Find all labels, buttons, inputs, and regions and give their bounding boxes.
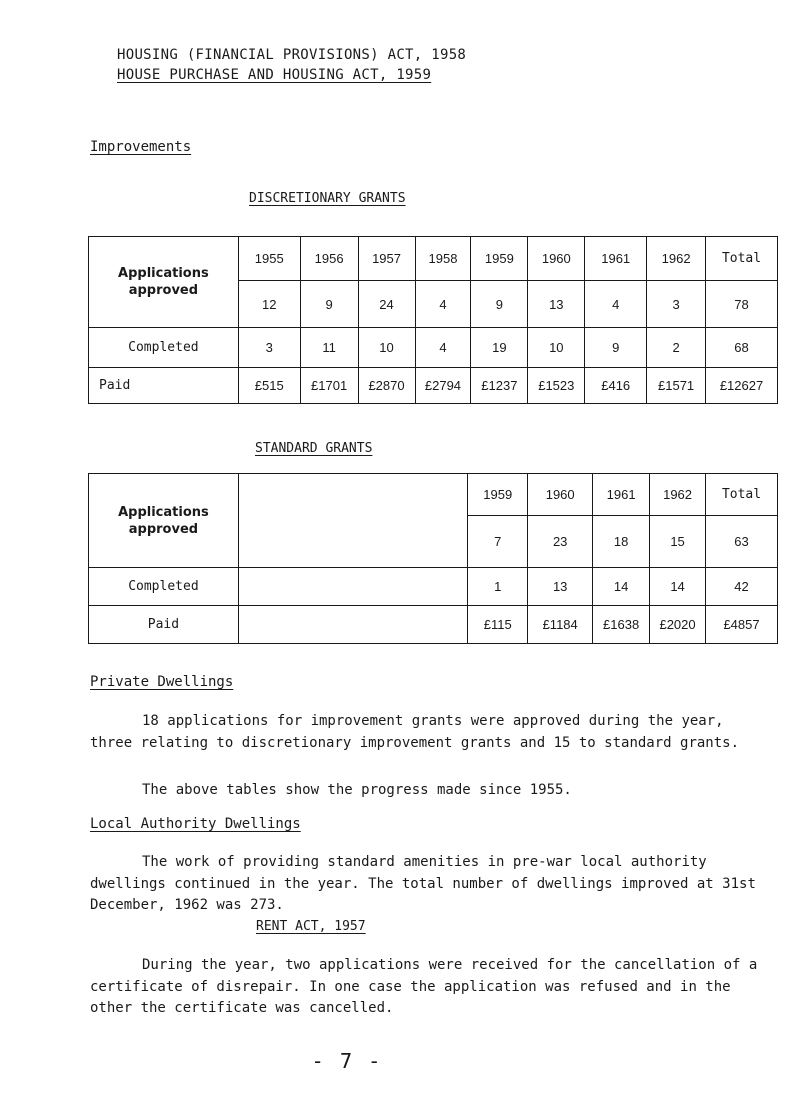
page-number: - 7 - [314, 1049, 384, 1073]
table-cell: 9 [585, 328, 647, 368]
standard-grants-table [88, 473, 778, 644]
local-authority-paragraph: The work of providing standard amenities in pre-war local authority dwellings continued in the year. The total number of dwellings improved at 31st December, 1962 was 273. [90, 854, 765, 913]
year-header: 1960 [528, 474, 593, 516]
year-header: 1962 [647, 237, 706, 281]
table-cell: 1 [468, 568, 528, 606]
empty-cell [238, 474, 467, 568]
year-header: 1957 [358, 237, 415, 281]
table-cell: £1237 [471, 368, 528, 404]
table-cell: 11 [300, 328, 358, 368]
table-cell: £2870 [358, 368, 415, 404]
table-cell: 18 [593, 516, 650, 568]
act-title-1958: HOUSING (FINANCIAL PROVISIONS) ACT, 1958 [117, 47, 467, 63]
rent-act-heading: RENT ACT, 1957 [256, 919, 366, 934]
table-cell: 10 [528, 328, 585, 368]
table-cell: £1571 [647, 368, 706, 404]
year-header: 1961 [585, 237, 647, 281]
table-cell-total: 68 [706, 328, 778, 368]
table-cell: 2 [647, 328, 706, 368]
year-header: 1958 [415, 237, 471, 281]
table-cell: 23 [528, 516, 593, 568]
table-cell: 4 [415, 281, 471, 328]
table-cell: £416 [585, 368, 647, 404]
table-cell-total: £12627 [706, 368, 778, 404]
table-cell: 10 [358, 328, 415, 368]
table-cell: 7 [468, 516, 528, 568]
table-cell-total: 42 [706, 568, 778, 606]
table-cell: 14 [650, 568, 706, 606]
table-cell: £1638 [593, 606, 650, 644]
private-dwellings-paragraph: 18 applications for improvement grants were approved during the year, three relating to discretionary improvement grants and 15 to standard grants. [90, 713, 740, 751]
table-cell: 9 [471, 281, 528, 328]
table-cell-total: 78 [706, 281, 778, 328]
table-cell: £1184 [528, 606, 593, 644]
table-cell: 4 [585, 281, 647, 328]
table-cell: 9 [300, 281, 358, 328]
table-cell: £115 [468, 606, 528, 644]
table-cell-total: £4857 [706, 606, 778, 644]
year-header: 1959 [471, 237, 528, 281]
improvements-heading: Improvements [90, 139, 192, 155]
table-cell: 4 [415, 328, 471, 368]
discretionary-grants-heading: DISCRETIONARY GRANTS [249, 191, 406, 206]
row-label-applications: Applications approved [89, 474, 239, 568]
total-header: Total [706, 474, 778, 516]
table-cell: 3 [647, 281, 706, 328]
empty-cell [238, 606, 467, 644]
table-cell: £515 [238, 368, 300, 404]
table-cell: 19 [471, 328, 528, 368]
row-label-applications: Applications approved [89, 237, 239, 328]
table-cell: 3 [238, 328, 300, 368]
year-header: 1961 [593, 474, 650, 516]
discretionary-grants-table [88, 236, 778, 404]
table-cell: 24 [358, 281, 415, 328]
table-cell: £2020 [650, 606, 706, 644]
table-cell: 13 [528, 568, 593, 606]
year-header: 1959 [468, 474, 528, 516]
table-cell: 12 [238, 281, 300, 328]
progress-sentence: The above tables show the progress made since 1955. [142, 782, 572, 798]
table-cell: £1701 [300, 368, 358, 404]
row-label-paid: Paid [89, 368, 239, 404]
year-header: 1955 [238, 237, 300, 281]
local-authority-heading: Local Authority Dwellings [90, 816, 301, 832]
year-header: 1960 [528, 237, 585, 281]
standard-grants-heading: STANDARD GRANTS [255, 441, 373, 456]
rent-act-paragraph: During the year, two applications were received for the cancellation of a certificate of disrepair. In one case the application was refused and in the other the certificate was cancelled. [90, 957, 766, 1016]
table-cell: 14 [593, 568, 650, 606]
year-header: 1962 [650, 474, 706, 516]
row-label-completed: Completed [89, 328, 239, 368]
total-header: Total [706, 237, 778, 281]
private-dwellings-heading: Private Dwellings [90, 674, 234, 690]
act-title-1959: HOUSE PURCHASE AND HOUSING ACT, 1959 [117, 67, 432, 83]
empty-cell [238, 568, 467, 606]
table-cell: 13 [528, 281, 585, 328]
table-cell-total: 63 [706, 516, 778, 568]
table-cell: £1523 [528, 368, 585, 404]
row-label-completed: Completed [89, 568, 239, 606]
year-header: 1956 [300, 237, 358, 281]
table-cell: £2794 [415, 368, 471, 404]
table-cell: 15 [650, 516, 706, 568]
row-label-paid: Paid [89, 606, 239, 644]
